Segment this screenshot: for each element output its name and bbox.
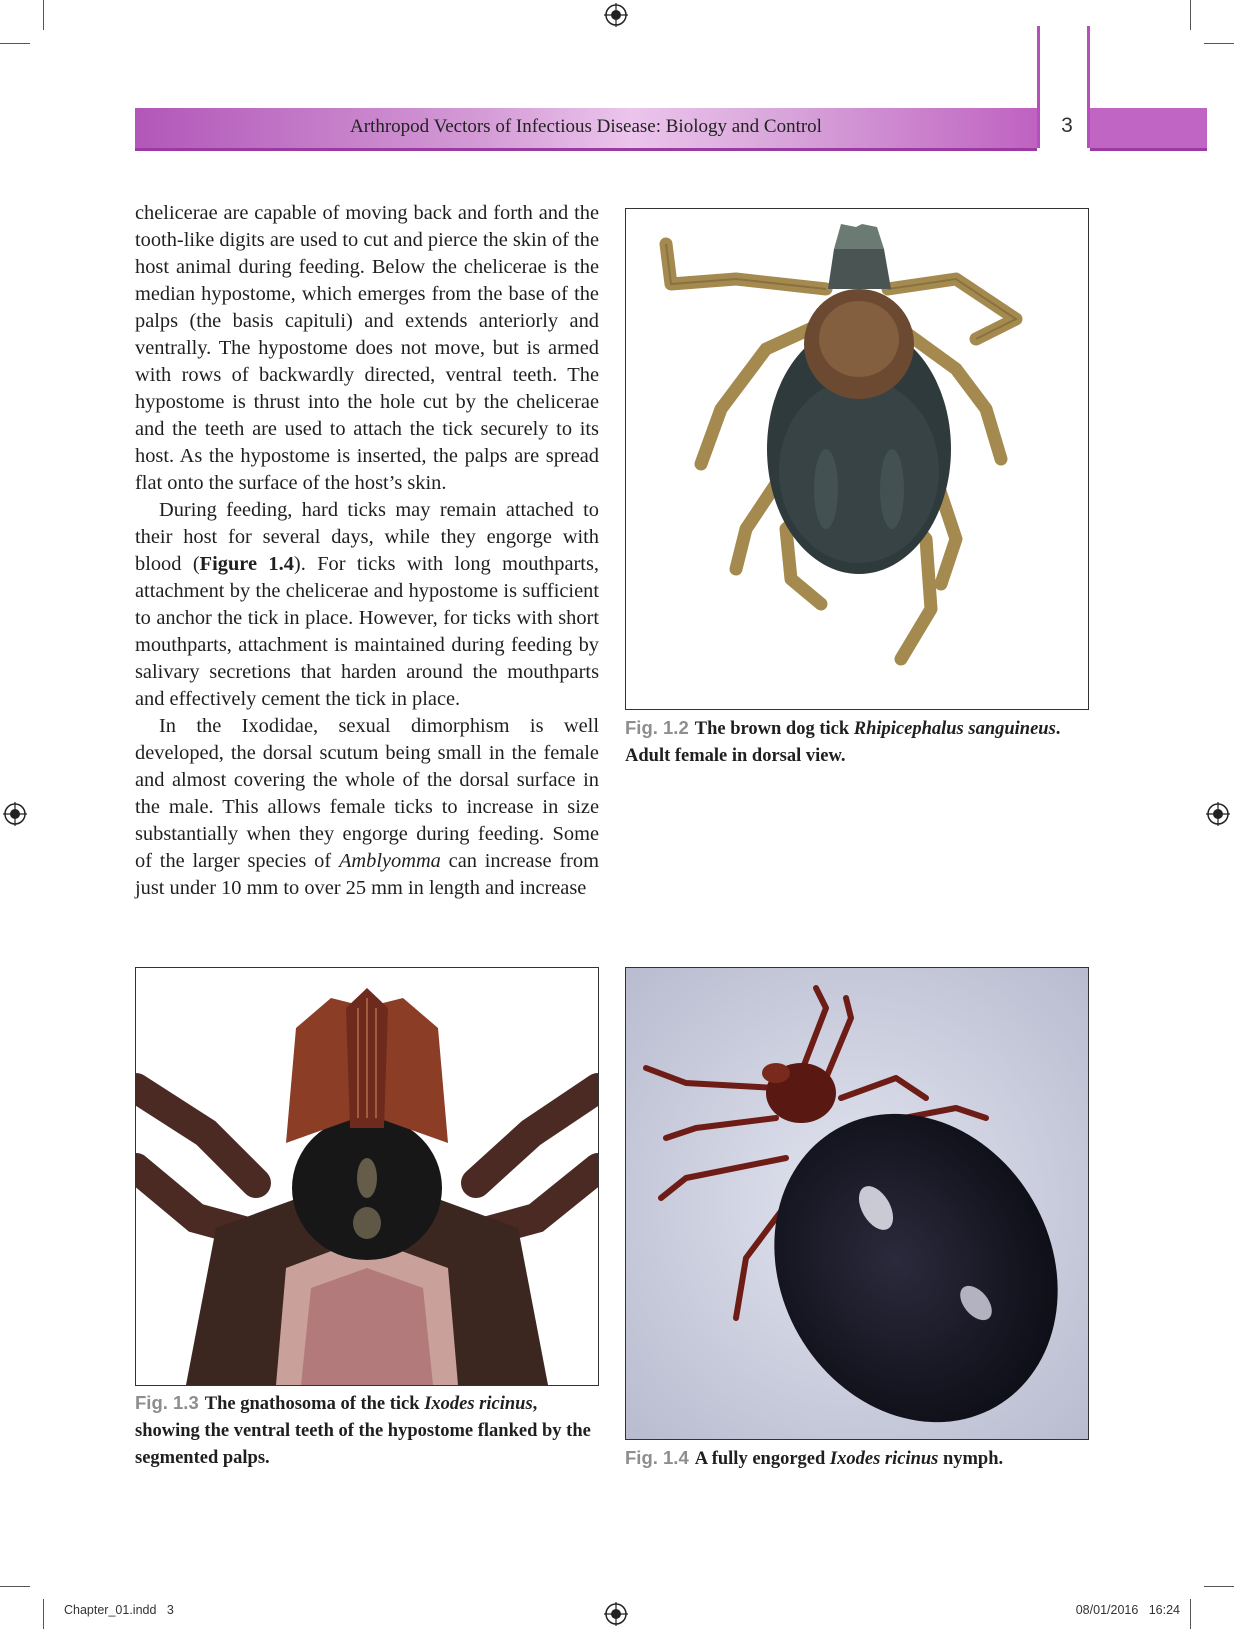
running-head: Arthropod Vectors of Infectious Disease: Biology and Control	[350, 116, 822, 137]
text-run: In the Ixodidae, sexual dimorphism is well developed, the dorsal scutum being small in the female and almost covering the whole of the dorsal surface in the male. This allows female ticks to increase in size substantially when they engorge during feeding. Some of the larger species of	[135, 715, 599, 872]
species-name: Rhipicephalus sanguineus	[853, 719, 1056, 739]
text-run: During feeding, hard ticks may remain attached to their host for several days, while they engorge with blood (	[135, 499, 599, 575]
header-rule	[1087, 26, 1090, 148]
paragraph	[135, 497, 599, 713]
figure-label: Fig. 1.2	[625, 717, 689, 738]
text-run: can increase from just under 10 mm to over 25 mm in length and increase	[135, 850, 599, 899]
paragraph: chelicerae are capable of moving back and forth and the tooth-like digits are used to cut and pierce the skin of the host animal during feeding. Below the chelicerae is the median hypostome, which emerges from the base of the palps (the basis capituli) and extends anteriorly and ventrally. The hypostome does not move, but is armed with rows of backwardly directed, ventral teeth. The hypostome is thrust into the hole cut by the chelicerae and the teeth are used to attach the tick securely to its host. As the hypostome is inserted, the palps are spread flat onto the surface of the host’s skin.	[135, 202, 599, 494]
crop-mark	[1204, 43, 1234, 44]
slug-filename: Chapter_01.indd 3	[64, 1603, 174, 1617]
figure-reference: Figure 1.4	[199, 553, 294, 575]
figure-1-3-image	[135, 967, 599, 1386]
figure-label: Fig. 1.3	[135, 1392, 199, 1413]
registration-mark-icon	[1206, 802, 1230, 826]
crop-mark	[1204, 1586, 1234, 1587]
crop-mark	[43, 1599, 44, 1629]
registration-mark-icon	[604, 3, 628, 27]
body-text	[135, 200, 599, 902]
figure-1-2-image	[625, 208, 1089, 710]
header-rule	[1037, 26, 1040, 148]
figure-label: Fig. 1.4	[625, 1447, 689, 1468]
figure-1-2-caption	[625, 714, 1085, 770]
crop-mark	[0, 43, 30, 44]
caption-text: . Adult female in dorsal view.	[625, 719, 1061, 766]
paragraph	[135, 713, 599, 902]
slug-datetime: 08/01/2016 16:24	[1075, 1603, 1180, 1617]
caption-text: , showing the ventral teeth of the hypostome flanked by the segmented palps.	[135, 1394, 591, 1468]
registration-mark-icon	[3, 802, 27, 826]
caption-text: The gnathosoma of the tick	[204, 1394, 425, 1414]
crop-mark	[43, 0, 44, 30]
crop-mark	[1190, 0, 1191, 30]
genus-name: Amblyomma	[338, 850, 441, 872]
species-name: Ixodes ricinus	[829, 1449, 939, 1469]
figure-1-3-caption	[135, 1389, 595, 1472]
header-band-right	[1090, 108, 1207, 151]
registration-mark-icon	[604, 1602, 628, 1626]
species-name: Ixodes ricinus	[424, 1394, 533, 1414]
caption-text: The brown dog tick	[694, 719, 854, 739]
caption-text: nymph.	[938, 1449, 1004, 1469]
figure-1-4-caption	[625, 1444, 1085, 1473]
crop-mark	[1190, 1599, 1191, 1629]
caption-text: A fully engorged	[694, 1449, 830, 1469]
crop-mark	[0, 1586, 30, 1587]
figure-1-4-image	[625, 967, 1089, 1440]
text-run: ). For ticks with long mouthparts, attachment by the chelicerae and hypostome is sufficient to anchor the tick in place. However, for ticks with short mouthparts, attachment is maintained during feeding by salivary secretions that harden around the mouthparts and effectively cement the tick in place.	[135, 553, 599, 710]
page-number: 3	[1061, 114, 1073, 137]
